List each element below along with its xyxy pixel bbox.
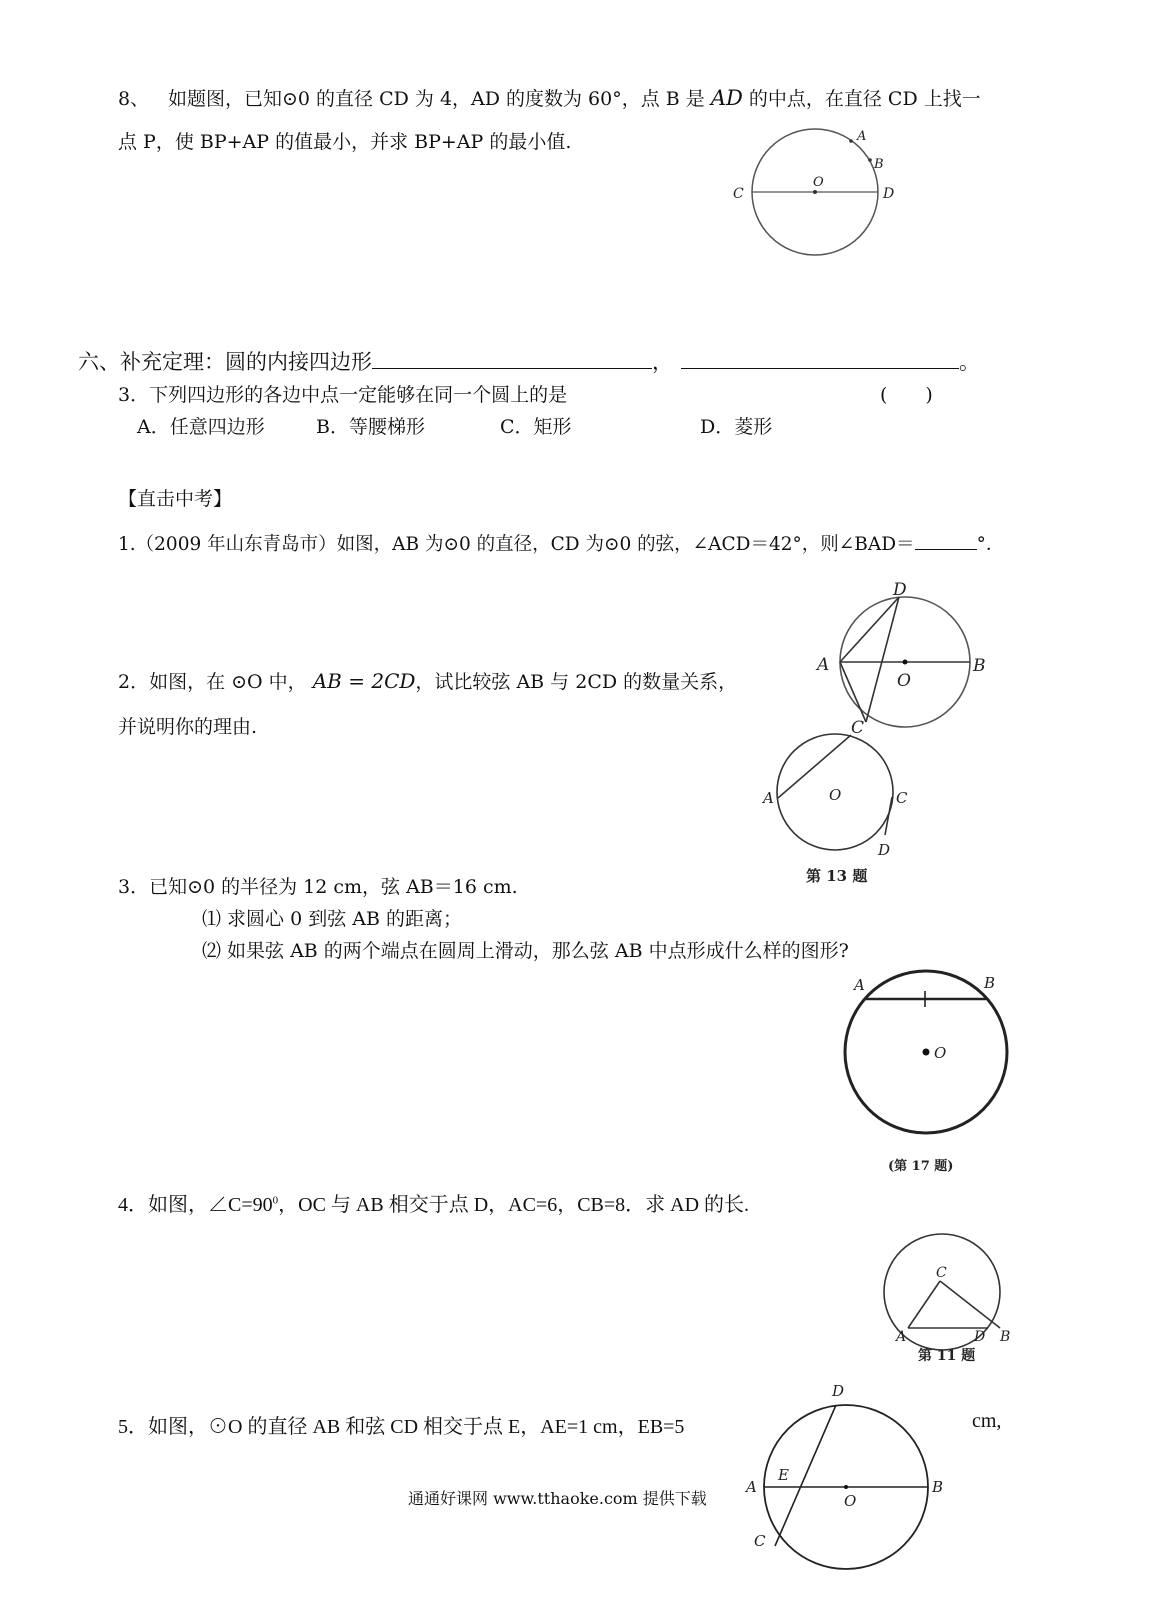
q8-point-a [849, 139, 853, 143]
section6-heading-text: 六、补充定理：圆的内接四边形 [78, 350, 372, 374]
section6-end: 。 [959, 350, 980, 374]
q8-label-a: A [857, 129, 867, 144]
fig5-center-dot [844, 1485, 848, 1489]
fig17-center-dot [923, 1049, 930, 1056]
zhiji-q2-text-c: ，试比较弦 AB 与 2CD 的数量关系， [415, 671, 738, 693]
option-a: A．任意四边形 [137, 416, 265, 438]
q8-label-b: B [874, 157, 884, 172]
fig1-label-o: O [897, 671, 911, 691]
fig11-caption: 第 11 题 [918, 1348, 976, 1364]
zhiji-q2-text-b: ⊙O 中， [231, 671, 307, 693]
fig13-label-a: A [763, 789, 774, 807]
fig13-figure [758, 735, 928, 887]
q8-line1 [168, 84, 981, 111]
blank-2 [681, 367, 959, 369]
zhiji-q5: 5．如图，⊙O 的直径 AB 和弦 CD 相交于点 E，AE=1 cm，EB=5 [118, 1416, 685, 1438]
fig1-label-a: A [817, 655, 830, 675]
fig5-label-b: B [932, 1478, 944, 1496]
fig17-figure [840, 968, 1015, 1180]
option-b: B．等腰梯形 [316, 416, 425, 438]
zhiji-q1-end: °． [976, 534, 1005, 555]
zhiji-q2-text-a: 2．如图，在 [118, 671, 226, 693]
q8-line1-text-a: 如题图，已知⊙0 的直径 CD 为 4，AD 的度数为 60°，点 B 是 [168, 88, 705, 110]
fig17-label-o: O [934, 1044, 947, 1062]
q8-line2: 点 P，使 BP+AP 的值最小，并求 BP+AP 的最小值. [118, 131, 572, 153]
fig5-label-c: C [754, 1532, 766, 1550]
fig13-chord-cd [885, 797, 892, 835]
zhiji-q2 [118, 667, 737, 694]
fig11-label-c: C [936, 1265, 947, 1281]
fig17-caption: (第 17 题) [888, 1159, 954, 1174]
fig11-label-b: B [1000, 1329, 1011, 1345]
zhiji-q5-unit: cm, [972, 1410, 1002, 1432]
zhiji-q4-sup: 0 [272, 1194, 279, 1207]
s6-q3-text: 3．下列四边形的各边中点一定能够在同一个圆上的是 [118, 384, 568, 406]
fig11-label-a: A [896, 1329, 907, 1345]
zhiji-q3-part1: ⑴ 求圆心 0 到弦 AB 的距离； [202, 908, 462, 930]
fig5-label-d: D [832, 1382, 845, 1400]
zhiji-q4-text-b: ，OC 与 AB 相交于点 D，AC=6，CB=8．求 AD 的长. [278, 1194, 750, 1216]
footer-text: 通通好课网 www.tthaoke.com 提供下载 [408, 1489, 707, 1508]
fig5-label-o: O [844, 1492, 857, 1510]
fig13-label-c: C [896, 789, 908, 807]
fig5-label-a: A [746, 1478, 757, 1496]
q8-arc-label: AD [710, 86, 743, 110]
fig13-label-d: D [878, 841, 891, 859]
zhiji-q1-text: 1.（2009 年山东青岛市）如图，AB 为⊙0 的直径，CD 为⊙0 的弦，∠ACD＝42°，则∠BAD＝ [118, 534, 915, 555]
q8-label-o: O [813, 175, 824, 190]
q8-label-d: D [883, 186, 895, 202]
blank-3 [915, 548, 977, 550]
q8-center-dot [813, 190, 817, 194]
zhiji-q1-figure [805, 575, 1005, 740]
s6-q3-paren: ( ) [880, 384, 933, 406]
section6-heading [78, 346, 980, 376]
zhiji-q3-part2: ⑵ 如果弦 AB 的两个端点在圆周上滑动，那么弦 AB 中点形成什么样的图形? [202, 940, 849, 962]
q8-point-b [868, 158, 872, 162]
blank-1 [372, 367, 652, 369]
fig17-label-a: A [854, 976, 865, 994]
fig5-label-e: E [778, 1466, 789, 1484]
fig17-label-b: B [984, 974, 996, 992]
fig11-segment-ca [908, 1281, 940, 1328]
q8-figure [725, 120, 915, 270]
zhiji-q2-formula: AB = 2CD [312, 669, 416, 693]
fig1-label-c: C [851, 718, 865, 738]
fig13-caption: 第 13 题 [806, 867, 868, 885]
q8-line1-text-b: 的中点，在直径 CD 上找一 [748, 88, 981, 110]
fig1-chord-ac [840, 662, 866, 722]
fig1-label-b: B [973, 656, 986, 676]
option-d: D．菱形 [700, 416, 773, 438]
fig11-label-d: D [974, 1329, 986, 1345]
fig5-figure [740, 1380, 950, 1613]
section6-comma: ， [652, 350, 673, 374]
fig13-label-o: O [829, 786, 842, 804]
fig11-segment-cb [940, 1281, 1000, 1328]
q8-label-c: C [733, 186, 744, 202]
fig11-figure [870, 1225, 1030, 1367]
option-c: C．矩形 [500, 416, 572, 438]
zhiji-heading: 【直击中考】 [118, 488, 233, 510]
zhiji-q4-text-a: 4．如图，∠C=90 [118, 1194, 273, 1216]
fig1-center-dot [903, 660, 908, 665]
zhiji-q1 [118, 530, 1004, 556]
zhiji-q3: 3．已知⊙0 的半径为 12 cm，弦 AB＝16 cm. [118, 876, 518, 898]
zhiji-q4 [118, 1188, 749, 1217]
q8-number: 8、 [118, 88, 150, 110]
zhiji-q2-line2: 并说明你的理由. [118, 716, 258, 738]
fig1-label-d: D [893, 580, 907, 600]
